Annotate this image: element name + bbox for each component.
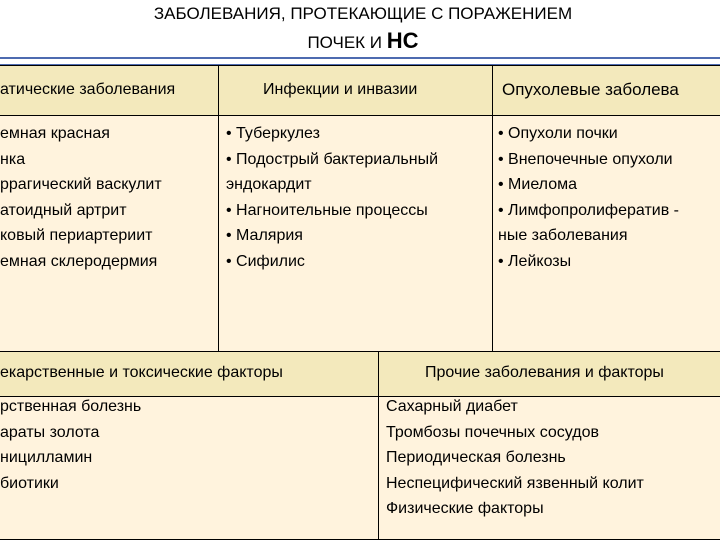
top-header-systemic: атические заболевания xyxy=(0,81,176,98)
top-body-cell-tumors xyxy=(492,115,720,351)
page-title-line-2-text: ПОЧЕК И xyxy=(307,33,383,52)
list-item: емная склеродермия xyxy=(0,252,158,270)
page-title-line-2 xyxy=(3,28,720,54)
top-header-infections: Инфекции и инвазии xyxy=(263,81,418,98)
bottom-header-cell-drugs xyxy=(0,351,378,396)
list-item: • Малярия xyxy=(226,227,303,244)
top-body-cell-infections xyxy=(218,115,492,351)
list-item: • Туберкулез xyxy=(226,125,320,142)
list-item: Периодическая болезнь xyxy=(386,449,566,466)
page-title-line-1: ЗАБОЛЕВАНИЯ, ПРОТЕКАЮЩИЕ С ПОРАЖЕНИЕМ xyxy=(153,4,573,23)
infections-list xyxy=(226,121,438,274)
list-item: Тромбозы почечных сосудов xyxy=(386,423,599,441)
tumors-list xyxy=(498,121,679,274)
list-item: ные заболевания xyxy=(498,227,628,244)
list-item: емная красная xyxy=(0,125,110,142)
list-item: • Внепочечные опухоли xyxy=(498,150,673,168)
bottom-body-cell-drugs xyxy=(0,396,378,540)
list-item: • Сифилис xyxy=(226,252,305,270)
grid-line xyxy=(0,65,720,66)
page-title-abbreviation: НС xyxy=(386,28,419,53)
list-item: араты золота xyxy=(0,423,100,441)
list-item: Неспецифический язвенный колит xyxy=(386,474,644,492)
bottom-body-cell-other xyxy=(378,396,720,540)
grid-line xyxy=(492,65,493,352)
list-item: • Опухоли почки xyxy=(498,125,618,142)
list-item: • Лимфопролифератив - xyxy=(498,201,679,219)
top-body-cell-systemic xyxy=(0,115,218,351)
list-item: эндокардит xyxy=(226,176,312,193)
grid-line xyxy=(218,65,219,352)
systemic-diseases-list xyxy=(0,121,162,274)
grid-line xyxy=(0,396,720,397)
list-item: ррагический васкулит xyxy=(0,176,162,193)
list-item: • Миелома xyxy=(498,176,577,193)
bottom-header-drugs: екарственные и токсические факторы xyxy=(0,364,283,381)
list-item: биотики xyxy=(0,474,59,492)
list-item: Физические факторы xyxy=(386,500,544,517)
top-header-cell-tumors xyxy=(492,65,720,115)
top-header-cell-systemic xyxy=(0,65,218,115)
list-item: Сахарный диабет xyxy=(386,398,518,415)
top-header-cell-infections xyxy=(218,65,492,115)
list-item: атоидный артрит xyxy=(0,201,127,219)
grid-line xyxy=(0,115,720,116)
top-header-tumors: Опухолевые заболева xyxy=(502,80,679,99)
other-factors-list xyxy=(386,396,644,522)
drug-factors-list xyxy=(0,396,141,496)
list-item: рственная болезнь xyxy=(0,398,142,415)
grid-line xyxy=(378,351,379,540)
list-item: ковый периартериит xyxy=(0,227,153,244)
grid-line xyxy=(0,351,720,352)
list-item: • Нагноительные процессы xyxy=(226,201,428,219)
list-item: ницилламин xyxy=(0,449,93,466)
bottom-header-cell-other xyxy=(378,351,720,396)
list-item: • Лейкозы xyxy=(498,252,572,270)
title-separator-line xyxy=(0,57,720,59)
list-item: • Подострый бактериальный xyxy=(226,150,439,168)
list-item: нка xyxy=(0,150,26,168)
bottom-header-other: Прочие заболевания и факторы xyxy=(425,364,664,381)
